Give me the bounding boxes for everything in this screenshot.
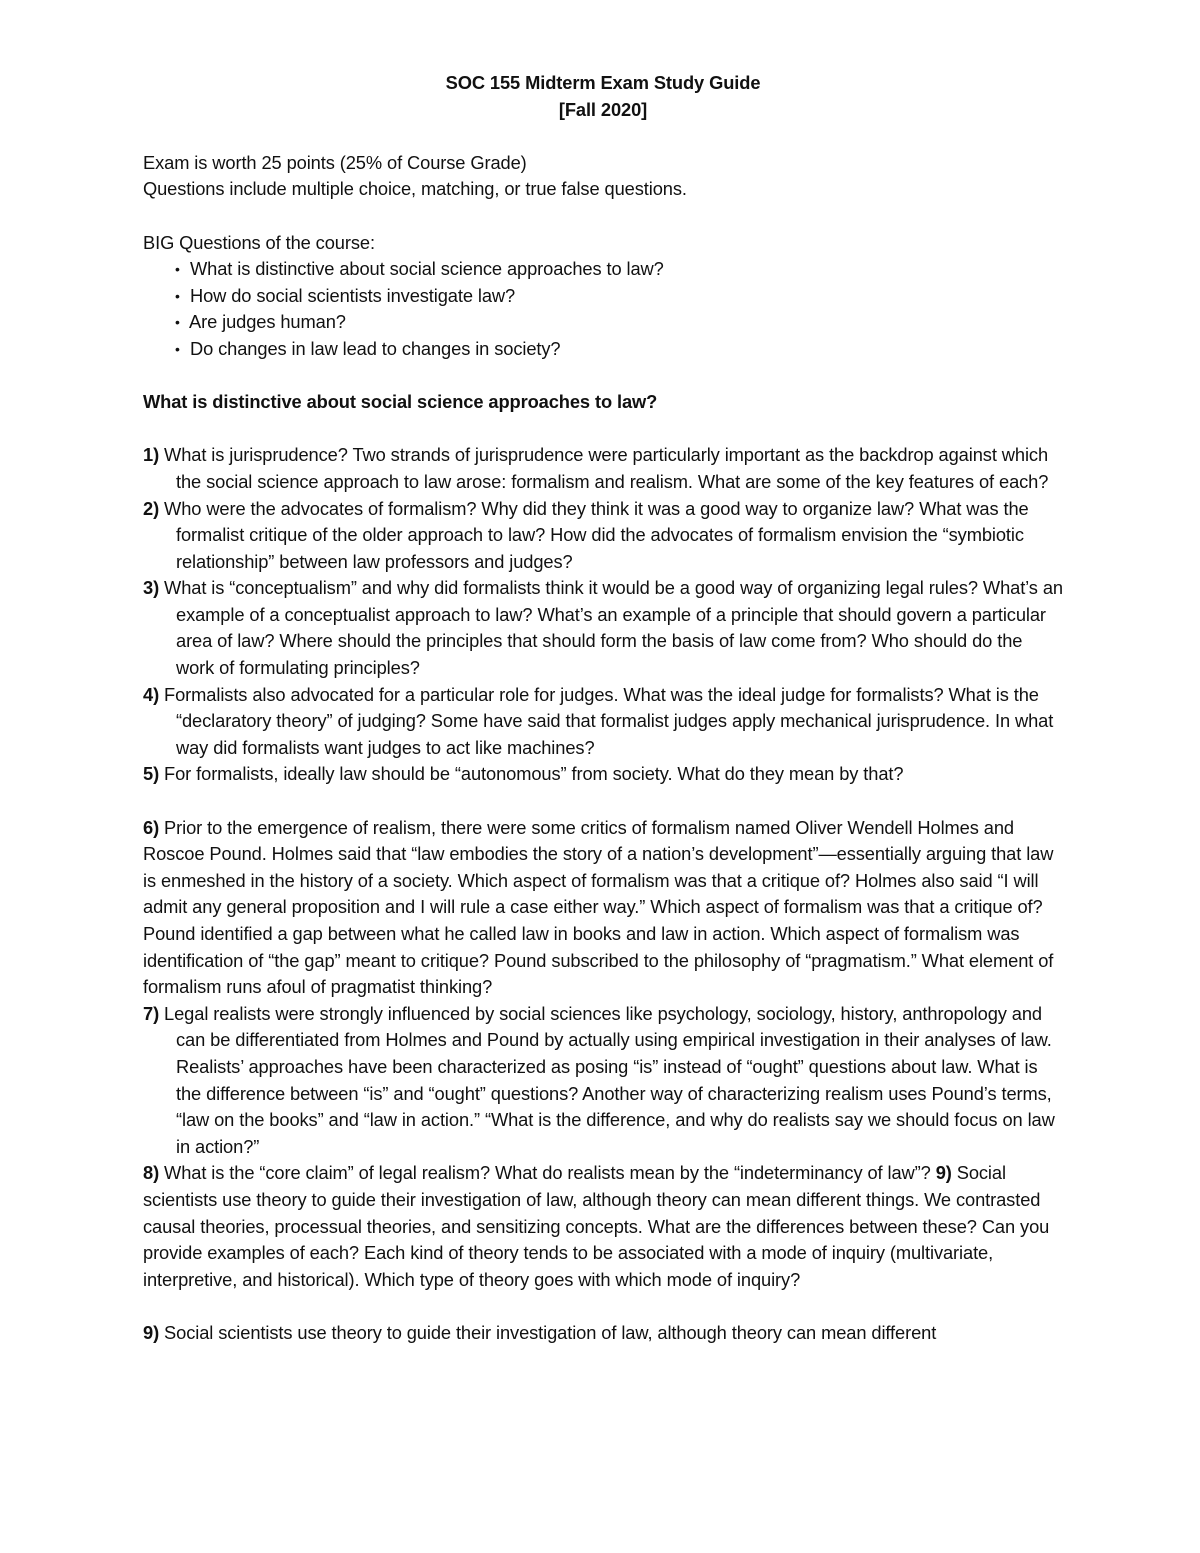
question-text: Prior to the emergence of realism, there were some critics of formalism named Oliver Wendell Holmes and Roscoe Pound. Holmes said that “law embodies the story of a nation’s development”—essentially arguing that law is enmeshed in the history of a society. Which aspect of formalism was that a critique of? Holmes also said “I will admit any general proposition and I will rule a case either way.” Which aspect of formalism was that a critique of? Pound identified a gap between what he called law in books and law in action. Which aspect of formalism was identification of “the gap” meant to critique? Pound subscribed to the philosophy of “pragmatism.” What element of formalism runs afoul of pragmatist thinking?	[143, 816, 1054, 998]
list-item	[175, 283, 1063, 310]
question-text: For formalists, ideally law should be “autonomous” from society. What do they mean by that?	[164, 763, 904, 785]
list-item-text: What is distinctive about social science approaches to law?	[189, 258, 664, 280]
question-number: 2)	[143, 497, 160, 519]
document-title: SOC 155 Midterm Exam Study Guide	[445, 72, 761, 93]
question-text: What is jurisprudence? Two strands of jurisprudence were particularly important as the backdrop against which the social science approach to law arose: formalism and realism. What are some of the key features of each?	[164, 444, 1049, 492]
intro-points-line: Exam is worth 25 points (25% of Course Grade)	[143, 151, 527, 173]
question-number: 7)	[143, 1002, 160, 1024]
list-item	[175, 309, 1063, 336]
big-questions-list	[143, 256, 1063, 362]
list-item-text: How do social scientists investigate law?	[189, 284, 516, 306]
question-3	[143, 575, 1063, 681]
question-text: What is “conceptualism” and why did formalists think it would be a good way of organizing legal rules? What’s an example of a conceptualist approach to law? What’s an example of a principle that should govern a particular area of law? Where should the principles that should form the basis of law come from? Who should do the work of formulating principles?	[164, 577, 1063, 679]
question-number: 5)	[143, 763, 160, 785]
question-9	[143, 1320, 1063, 1347]
intro-format-line: Questions include multiple choice, matching, or true false questions.	[143, 178, 687, 200]
spacer	[143, 1293, 1063, 1320]
bullet-icon: •	[175, 314, 180, 331]
question-2	[143, 496, 1063, 576]
section-heading: What is distinctive about social science approaches to law?	[143, 391, 658, 413]
question-text-inline: Social scientists use theory to guide their investigation of law, although theory can mean different things. We contrasted causal theories, processual theories, and sensitizing concepts. What are the differences between these? Can you provide examples of each? Each kind of theory tends to be associated with a mode of inquiry (multivariate, interpretive, and historical). Which type of theory goes with which mode of inquiry?	[143, 1162, 1050, 1290]
big-questions-label: BIG Questions of the course:	[143, 231, 375, 253]
spacer	[143, 123, 1063, 150]
question-number: 8)	[143, 1162, 160, 1184]
question-number: 9)	[143, 1321, 160, 1343]
question-text: Legal realists were strongly influenced by social sciences like psychology, sociology, history, anthropology and can be differentiated from Holmes and Pound by actually using empirical investigation in their analyses of law. Realists’ approaches have been characterized as posing “is” instead of “ought” questions about law. What is the difference between “is” and “ought” questions? Another way of characterizing realism uses Pound’s terms, “law on the books” and “law in action.” “What is the difference, and why do realists say we should focus on law in action?”	[164, 1002, 1055, 1157]
question-4	[143, 682, 1063, 762]
list-item-text: Do changes in law lead to changes in society?	[189, 337, 561, 359]
spacer	[143, 363, 1063, 390]
document-term: [Fall 2020]	[558, 98, 648, 120]
spacer	[143, 788, 1063, 815]
list-item	[175, 336, 1063, 363]
question-8	[143, 1160, 1063, 1293]
list-item-text: Are judges human?	[188, 311, 346, 333]
question-number: 6)	[143, 816, 160, 838]
question-7	[143, 1001, 1063, 1161]
question-number: 4)	[143, 683, 160, 705]
question-6	[143, 815, 1063, 1001]
bullet-icon: •	[175, 287, 180, 304]
question-number: 3)	[143, 577, 160, 599]
question-5	[143, 761, 1063, 788]
question-text: Who were the advocates of formalism? Why did they think it was a good way to organize law? What was the formalist critique of the older approach to law? How did the advocates of formalism envision the “symbiotic relationship” between law professors and judges?	[164, 497, 1029, 572]
list-item	[175, 256, 1063, 283]
question-text: What is the “core claim” of legal realism? What do realists mean by the “indeterminancy of law”?	[164, 1162, 931, 1184]
document-page	[143, 70, 1063, 1347]
spacer	[143, 203, 1063, 230]
question-number-inline: 9)	[935, 1162, 952, 1184]
question-text: Social scientists use theory to guide their investigation of law, although theory can mean different	[164, 1321, 937, 1343]
bullet-icon: •	[175, 340, 180, 357]
question-1	[143, 442, 1063, 495]
question-text: Formalists also advocated for a particular role for judges. What was the ideal judge for formalists? What is the “declaratory theory” of judging? Some have said that formalist judges apply mechanical jurisprudence. In what way did formalists want judges to act like machines?	[164, 683, 1054, 758]
spacer	[143, 416, 1063, 443]
question-number: 1)	[143, 444, 160, 466]
bullet-icon: •	[175, 261, 180, 278]
